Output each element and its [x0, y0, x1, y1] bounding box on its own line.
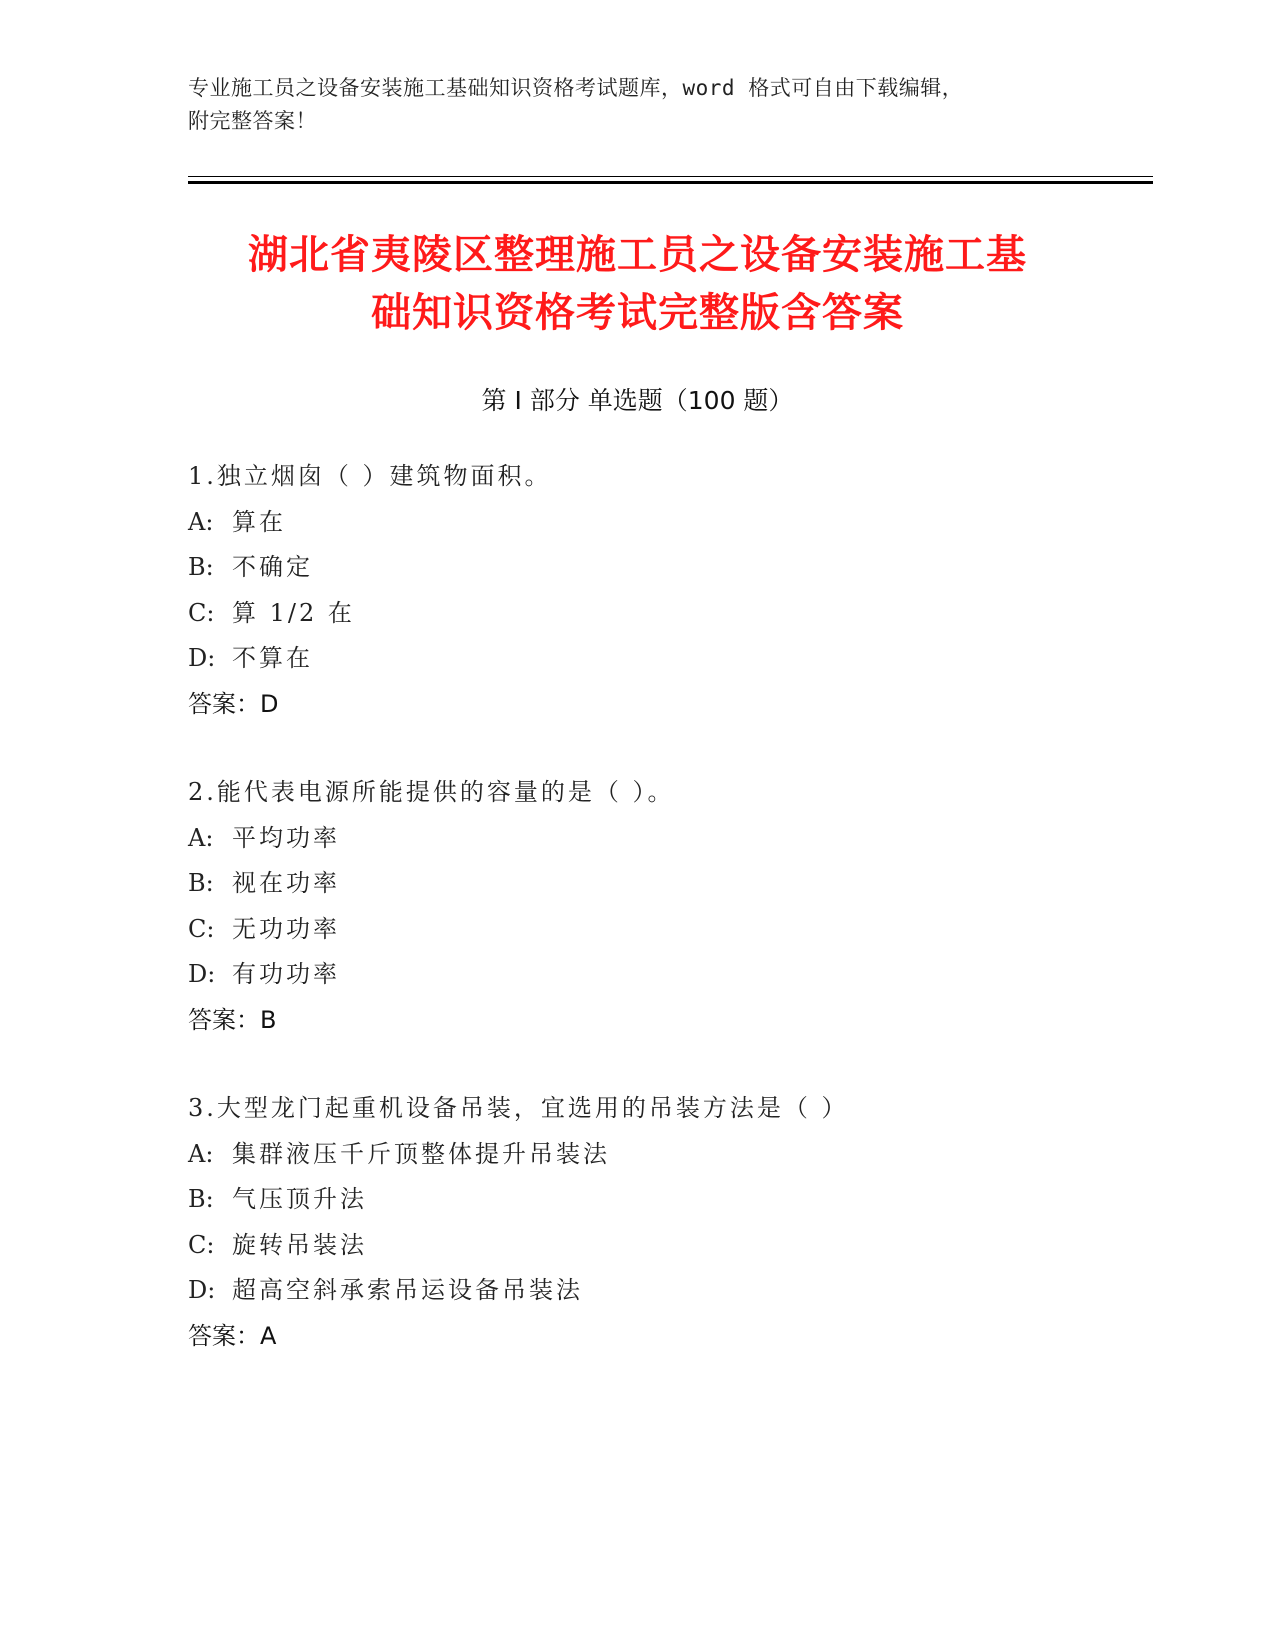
question-2	[188, 770, 1148, 1043]
option-letter: C:	[188, 914, 215, 943]
header-note	[188, 72, 1068, 138]
option-b	[188, 1177, 1148, 1223]
option-a	[188, 1132, 1148, 1178]
option-letter: A:	[188, 1139, 214, 1168]
option-c	[188, 591, 1148, 637]
section-title: 第 I 部分 单选题（100 题）	[481, 386, 794, 415]
answer-line: 答案：B	[188, 1005, 277, 1034]
question-stem: 2.能代表电源所能提供的容量的是（ ）。	[188, 778, 675, 806]
option-text: 气压顶升法	[232, 1185, 367, 1213]
option-c	[188, 907, 1148, 953]
document-title-line-2: 础知识资格考试完整版含答案	[371, 290, 904, 336]
question-stem: 3.大型龙门起重机设备吊装，宜选用的吊装方法是（ ）	[188, 1094, 849, 1122]
option-d	[188, 636, 1148, 682]
option-letter: A:	[188, 507, 214, 536]
option-letter: C:	[188, 598, 215, 627]
question-3	[188, 1086, 1148, 1359]
option-c	[188, 1223, 1148, 1269]
option-d	[188, 952, 1148, 998]
option-letter: D:	[188, 1276, 216, 1304]
option-a	[188, 500, 1148, 546]
document-title-line-1: 湖北省夷陵区整理施工员之设备安装施工基	[248, 232, 1027, 278]
option-text: 算 1/2 在	[232, 598, 355, 627]
header-note-line-1: 专业施工员之设备安装施工基础知识资格考试题库，word 格式可自由下载编辑，	[188, 76, 964, 100]
document-title	[150, 226, 1125, 342]
option-text: 不确定	[232, 553, 313, 581]
option-letter: A:	[188, 823, 214, 852]
option-text: 平均功率	[232, 823, 340, 852]
option-d	[188, 1268, 1148, 1314]
option-text: 集群液压千斤顶整体提升吊装法	[232, 1139, 610, 1168]
header-divider-thin	[188, 176, 1153, 177]
option-letter: B:	[188, 869, 214, 897]
option-letter: D:	[188, 960, 216, 988]
option-b	[188, 861, 1148, 907]
option-text: 不算在	[232, 644, 313, 672]
option-letter: D:	[188, 644, 216, 672]
option-text: 旋转吊装法	[232, 1230, 367, 1259]
answer-line: 答案：D	[188, 689, 279, 718]
option-b	[188, 545, 1148, 591]
header-note-line-2: 附完整答案！	[188, 109, 317, 133]
option-a	[188, 816, 1148, 862]
answer-line: 答案：A	[188, 1321, 277, 1350]
option-letter: C:	[188, 1230, 215, 1259]
option-text: 有功功率	[232, 960, 340, 988]
option-text: 无功功率	[232, 914, 340, 943]
header-divider-thick	[188, 181, 1153, 184]
option-text: 算在	[232, 507, 286, 536]
option-letter: B:	[188, 1185, 214, 1213]
question-1	[188, 454, 1148, 727]
option-text: 超高空斜承索吊运设备吊装法	[232, 1276, 583, 1304]
question-stem: 1.独立烟囱（ ）建筑物面积。	[188, 462, 552, 490]
option-letter: B:	[188, 553, 214, 581]
option-text: 视在功率	[232, 869, 340, 897]
